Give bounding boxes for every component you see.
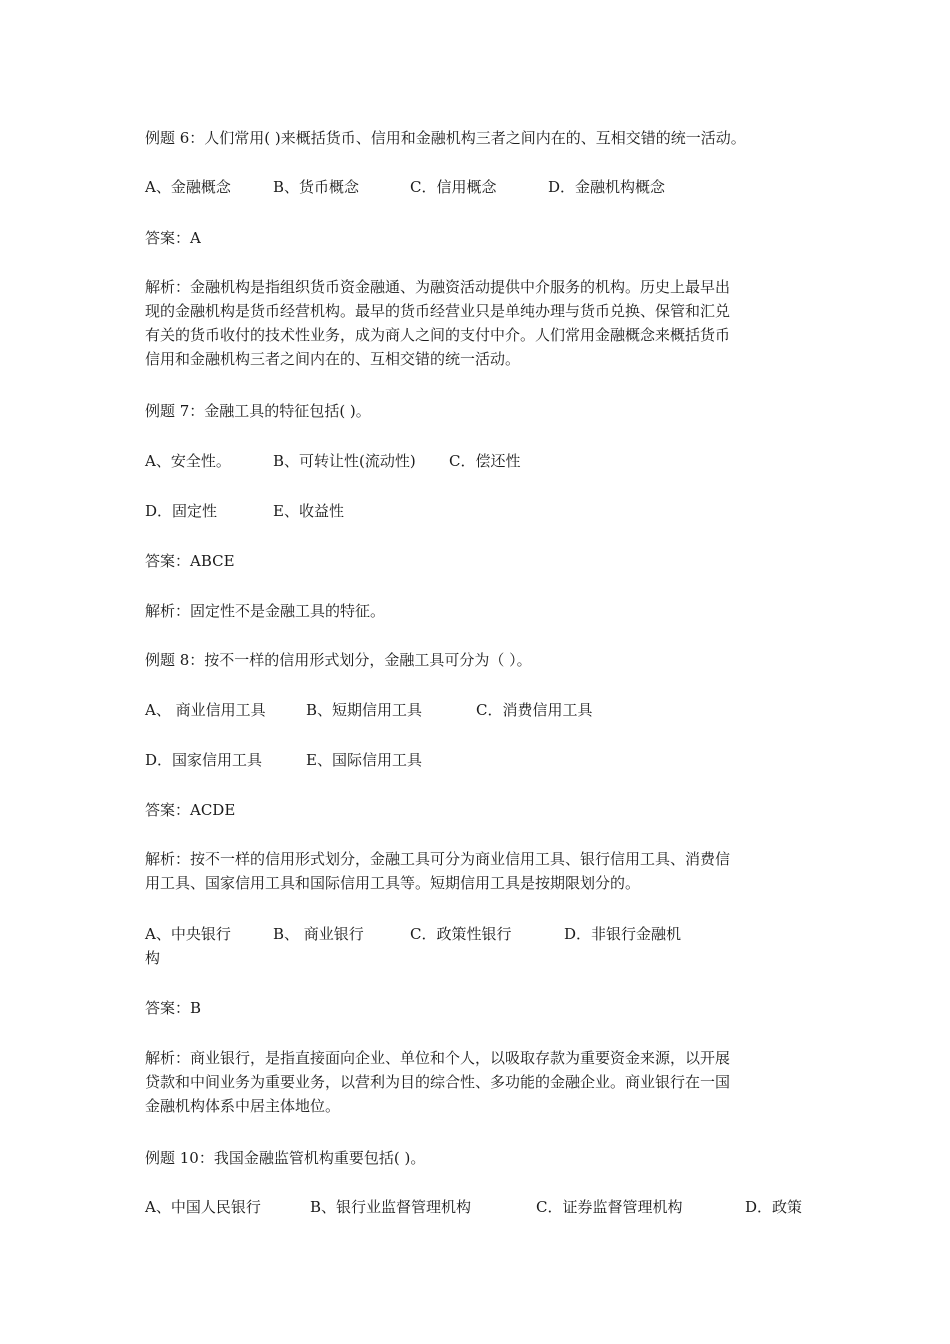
q7-option-b: B、可转让性(流动性) (273, 452, 416, 470)
q9-analysis-line-1: 解析：商业银行，是指直接面向企业、单位和个人，以吸取存款为重要资金来源，以开展 (145, 1049, 731, 1067)
q6-analysis-line-1: 解析：金融机构是指组织货币资金融通、为融资活动提供中介服务的机构。历史上最早出 (145, 278, 731, 296)
q6-analysis-line-3: 有关的货币收付的技术性业务，成为商人之间的支付中介。人们常用金融概念来概括货币 (145, 326, 731, 344)
q8-option-c: C．消费信用工具 (476, 701, 593, 719)
q9-option-d: D．非银行金融机 (564, 925, 682, 943)
q6-analysis-line-4: 信用和金融机构三者之间内在的、互相交错的统一活动。 (145, 350, 521, 368)
q9-option-c: C．政策性银行 (410, 925, 512, 943)
q6-option-b: B、货币概念 (273, 178, 360, 196)
q9-analysis-line-2: 贷款和中间业务为重要业务，以营利为目的综合性、多功能的金融企业。商业银行在一国 (145, 1073, 731, 1091)
q10-option-b: B、银行业监督管理机构 (310, 1198, 472, 1216)
q7-option-c: C．偿还性 (449, 452, 521, 470)
q8-analysis-line-1: 解析：按不一样的信用形式划分，金融工具可分为商业信用工具、银行信用工具、消费信 (145, 850, 731, 868)
q10-option-c: C．证券监督管理机构 (536, 1198, 683, 1216)
q8-option-e: E、国际信用工具 (306, 751, 422, 769)
q8-option-d: D．国家信用工具 (145, 751, 263, 769)
q7-option-e: E、收益性 (273, 502, 344, 520)
q6-option-c: C．信用概念 (410, 178, 497, 196)
q7-option-a: A、安全性。 (145, 452, 231, 470)
q10-option-a: A、中国人民银行 (145, 1198, 261, 1216)
q8-option-b: B、短期信用工具 (306, 701, 423, 719)
question-10-title: 例题 10：我国金融监管机构重要包括( )。 (145, 1149, 426, 1167)
q10-option-d: D．政策 (745, 1198, 803, 1216)
question-9-options-wrap: 构 (145, 949, 161, 967)
q8-analysis-line-2: 用工具、国家信用工具和国际信用工具等。短期信用工具是按期限划分的。 (145, 874, 641, 892)
q9-option-b: B、 商业银行 (273, 925, 364, 943)
question-6-analysis (145, 275, 807, 371)
question-8-answer: 答案：ACDE (145, 801, 236, 819)
question-6-title: 例题 6：人们常用( )来概括货币、信用和金融机构三者之间内在的、互相交错的统一活动。 (145, 129, 746, 147)
question-7-analysis: 解析：固定性不是金融工具的特征。 (145, 602, 386, 620)
question-8-title: 例题 8：按不一样的信用形式划分，金融工具可分为（ ）。 (145, 651, 532, 669)
question-8-analysis (145, 847, 807, 895)
q9-option-a: A、中央银行 (145, 925, 231, 943)
q7-option-d: D．固定性 (145, 502, 218, 520)
q6-analysis-line-2: 现的金融机构是货币经营机构。最早的货币经营业只是单纯办理与货币兑换、保管和汇兑 (145, 302, 731, 320)
q8-option-a: A、 商业信用工具 (145, 701, 266, 719)
q9-analysis-line-3: 金融机构体系中居主体地位。 (145, 1097, 341, 1115)
question-9-answer: 答案：B (145, 999, 202, 1017)
question-7-title: 例题 7：金融工具的特征包括( )。 (145, 402, 371, 420)
question-7-answer: 答案：ABCE (145, 552, 235, 570)
question-9-analysis (145, 1046, 807, 1118)
q6-option-d: D．金融机构概念 (548, 178, 666, 196)
q6-option-a: A、金融概念 (145, 178, 231, 196)
question-6-answer: 答案：A (145, 229, 201, 247)
